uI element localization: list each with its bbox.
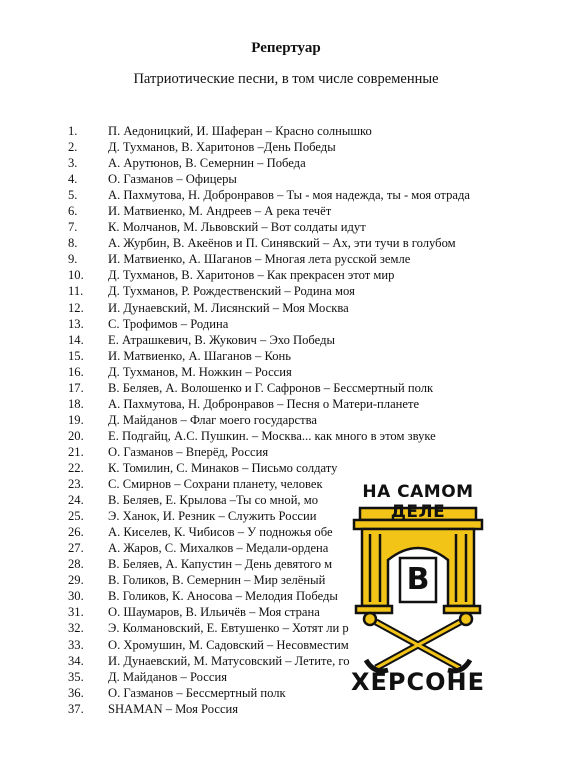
list-item-number: 28. [68, 557, 84, 572]
list-item-number: 19. [68, 412, 84, 427]
list-item-text: И. Матвиенко, М. Андреев – А река течёт [108, 204, 332, 219]
list-item-text: А. Киселев, К. Чибисов – У подножья обе [108, 525, 333, 540]
list-item-number: 10. [68, 268, 84, 283]
list-item-number: 26. [68, 525, 84, 540]
list-item-number: 6. [68, 204, 78, 219]
list-item-text: А. Журбин, В. Акеёнов и П. Синявский – Ах, эти тучи в голубом [108, 236, 456, 251]
list-item [68, 460, 548, 476]
list-item-number: 23. [68, 477, 84, 492]
list-item [68, 300, 548, 316]
list-item-number: 35. [68, 669, 84, 684]
list-item-text: В. Голиков, К. Аносова – Мелодия Победы [108, 589, 338, 604]
list-item [68, 412, 548, 428]
watermark-bottom-text: ХЕРСОНЕ [351, 668, 485, 696]
list-item-number: 24. [68, 493, 84, 508]
list-item [68, 348, 548, 364]
list-item-number: 37. [68, 701, 84, 716]
document-subtitle: Патриотические песни, в том числе современные [133, 71, 439, 87]
list-item-number: 31. [68, 605, 84, 620]
list-item-text: А. Пахмутова, Н. Добронравов – Песня о Матери-планете [108, 396, 420, 411]
list-item [68, 219, 548, 235]
list-item-text: А. Арутюнов, В. Семернин – Победа [108, 156, 306, 171]
list-item-number: 20. [68, 428, 84, 443]
list-item [68, 203, 548, 219]
list-item-number: 21. [68, 444, 84, 459]
list-item [68, 139, 548, 155]
list-item-text: Д. Тухманов, М. Ножкин – Россия [108, 364, 292, 379]
list-item-text: И. Дунаевский, М. Матусовский – Летите, го [108, 653, 350, 668]
list-item-text: О. Хромушин, М. Садовский – Несовместим [108, 637, 349, 652]
list-item-number: 30. [68, 589, 84, 604]
list-item-text: С. Смирнов – Сохрани планету, человек [108, 477, 323, 492]
list-item-number: 11. [68, 284, 84, 299]
list-item-number: 29. [68, 573, 84, 588]
list-item-number: 36. [68, 685, 84, 700]
list-item-text: О. Газманов – Офицеры [108, 172, 237, 187]
list-item [68, 396, 548, 412]
list-item-number: 15. [68, 348, 84, 363]
list-item-number: 8. [68, 236, 78, 251]
list-item-number: 27. [68, 541, 84, 556]
watermark-top-text: НА САМОМ ДЕЛЕ [362, 482, 474, 522]
list-item [68, 283, 548, 299]
list-item [68, 235, 548, 251]
list-item-number: 33. [68, 637, 84, 652]
list-item-text: А. Пахмутова, Н. Добронравов – Ты - моя надежда, ты - моя отрада [108, 188, 470, 203]
list-item-text: Д. Майданов – Россия [108, 669, 228, 684]
list-item-text: SHAMAN – Моя Россия [108, 701, 239, 716]
list-item-text: О. Газманов – Вперёд, Россия [108, 444, 269, 459]
list-item [68, 701, 548, 717]
list-item [68, 380, 548, 396]
list-item-number: 3. [68, 156, 78, 171]
list-item-text: И. Матвиенко, А. Шаганов – Конь [108, 348, 292, 363]
list-item-text: Д. Тухманов, Р. Рождественский – Родина моя [108, 284, 355, 299]
list-item-number: 16. [68, 364, 84, 379]
list-item [68, 316, 548, 332]
list-item-number: 25. [68, 509, 84, 524]
watermark-logo [338, 482, 498, 702]
document-title: Репертуар [251, 40, 321, 56]
list-item-text: Д. Тухманов, В. Харитонов – Как прекрасен этот мир [108, 268, 395, 283]
list-item-number: 9. [68, 252, 78, 267]
list-item-text: Е. Подгайц, А.С. Пушкин. – Москва... как много в этом звуке [108, 428, 436, 443]
list-item-number: 2. [68, 140, 78, 155]
list-item [68, 187, 548, 203]
list-item [68, 267, 548, 283]
list-item-number: 12. [68, 300, 84, 315]
list-item-text: Э. Ханок, И. Резник – Служить России [108, 509, 317, 524]
list-item [68, 332, 548, 348]
list-item-text: Е. Атрашкевич, В. Жукович – Эхо Победы [108, 332, 335, 347]
list-item-text: И. Дунаевский, М. Лисянский – Моя Москва [108, 300, 349, 315]
list-item-number: 22. [68, 460, 84, 475]
list-item-number: 4. [68, 172, 78, 187]
list-item [68, 155, 548, 171]
list-item-text: В. Беляев, Е. Крылова –Ты со мной, мо [108, 493, 318, 508]
list-item-number: 1. [68, 124, 78, 138]
list-item-number: 32. [68, 621, 84, 636]
list-item-text: О. Шаумаров, В. Ильичёв – Моя страна [108, 605, 320, 620]
list-item-number: 7. [68, 220, 78, 235]
list-item [68, 123, 548, 139]
watermark-letter: В [406, 562, 430, 597]
list-item-text: И. Матвиенко, А. Шаганов – Многая лета русской земле [108, 252, 411, 267]
list-item [68, 428, 548, 444]
list-item-text: К. Молчанов, М. Львовский – Вот солдаты идут [108, 220, 366, 235]
list-item-text: Э. Колмановский, Е. Евтушенко – Хотят ли р [108, 621, 349, 636]
list-item-text: К. Томилин, С. Минаков – Письмо солдату [108, 460, 338, 475]
list-item-text: Д. Тухманов, В. Харитонов –День Победы [108, 140, 336, 155]
list-item-text: А. Жаров, С. Михалков – Медали-ордена [108, 541, 329, 556]
list-item-number: 5. [68, 188, 78, 203]
list-item-text: В. Голиков, В. Семернин – Мир зелёный [108, 573, 326, 588]
list-item-text: О. Газманов – Бессмертный полк [108, 685, 286, 700]
list-item-number: 17. [68, 380, 84, 395]
list-item-text: П. Аедоницкий, И. Шаферан – Красно солнышко [108, 124, 372, 138]
list-item [68, 171, 548, 187]
list-item-text: В. Беляев, А. Волошенко и Г. Сафронов – Бессмертный полк [108, 380, 434, 395]
list-item-number: 14. [68, 332, 84, 347]
list-item-number: 18. [68, 396, 84, 411]
list-item-text: С. Трофимов – Родина [108, 316, 229, 331]
list-item-text: В. Беляев, А. Капустин – День девятого м [108, 557, 333, 572]
list-item-number: 13. [68, 316, 84, 331]
list-item [68, 364, 548, 380]
list-item-number: 34. [68, 653, 84, 668]
list-item [68, 251, 548, 267]
list-item-text: Д. Майданов – Флаг моего государства [108, 412, 317, 427]
list-item [68, 444, 548, 460]
